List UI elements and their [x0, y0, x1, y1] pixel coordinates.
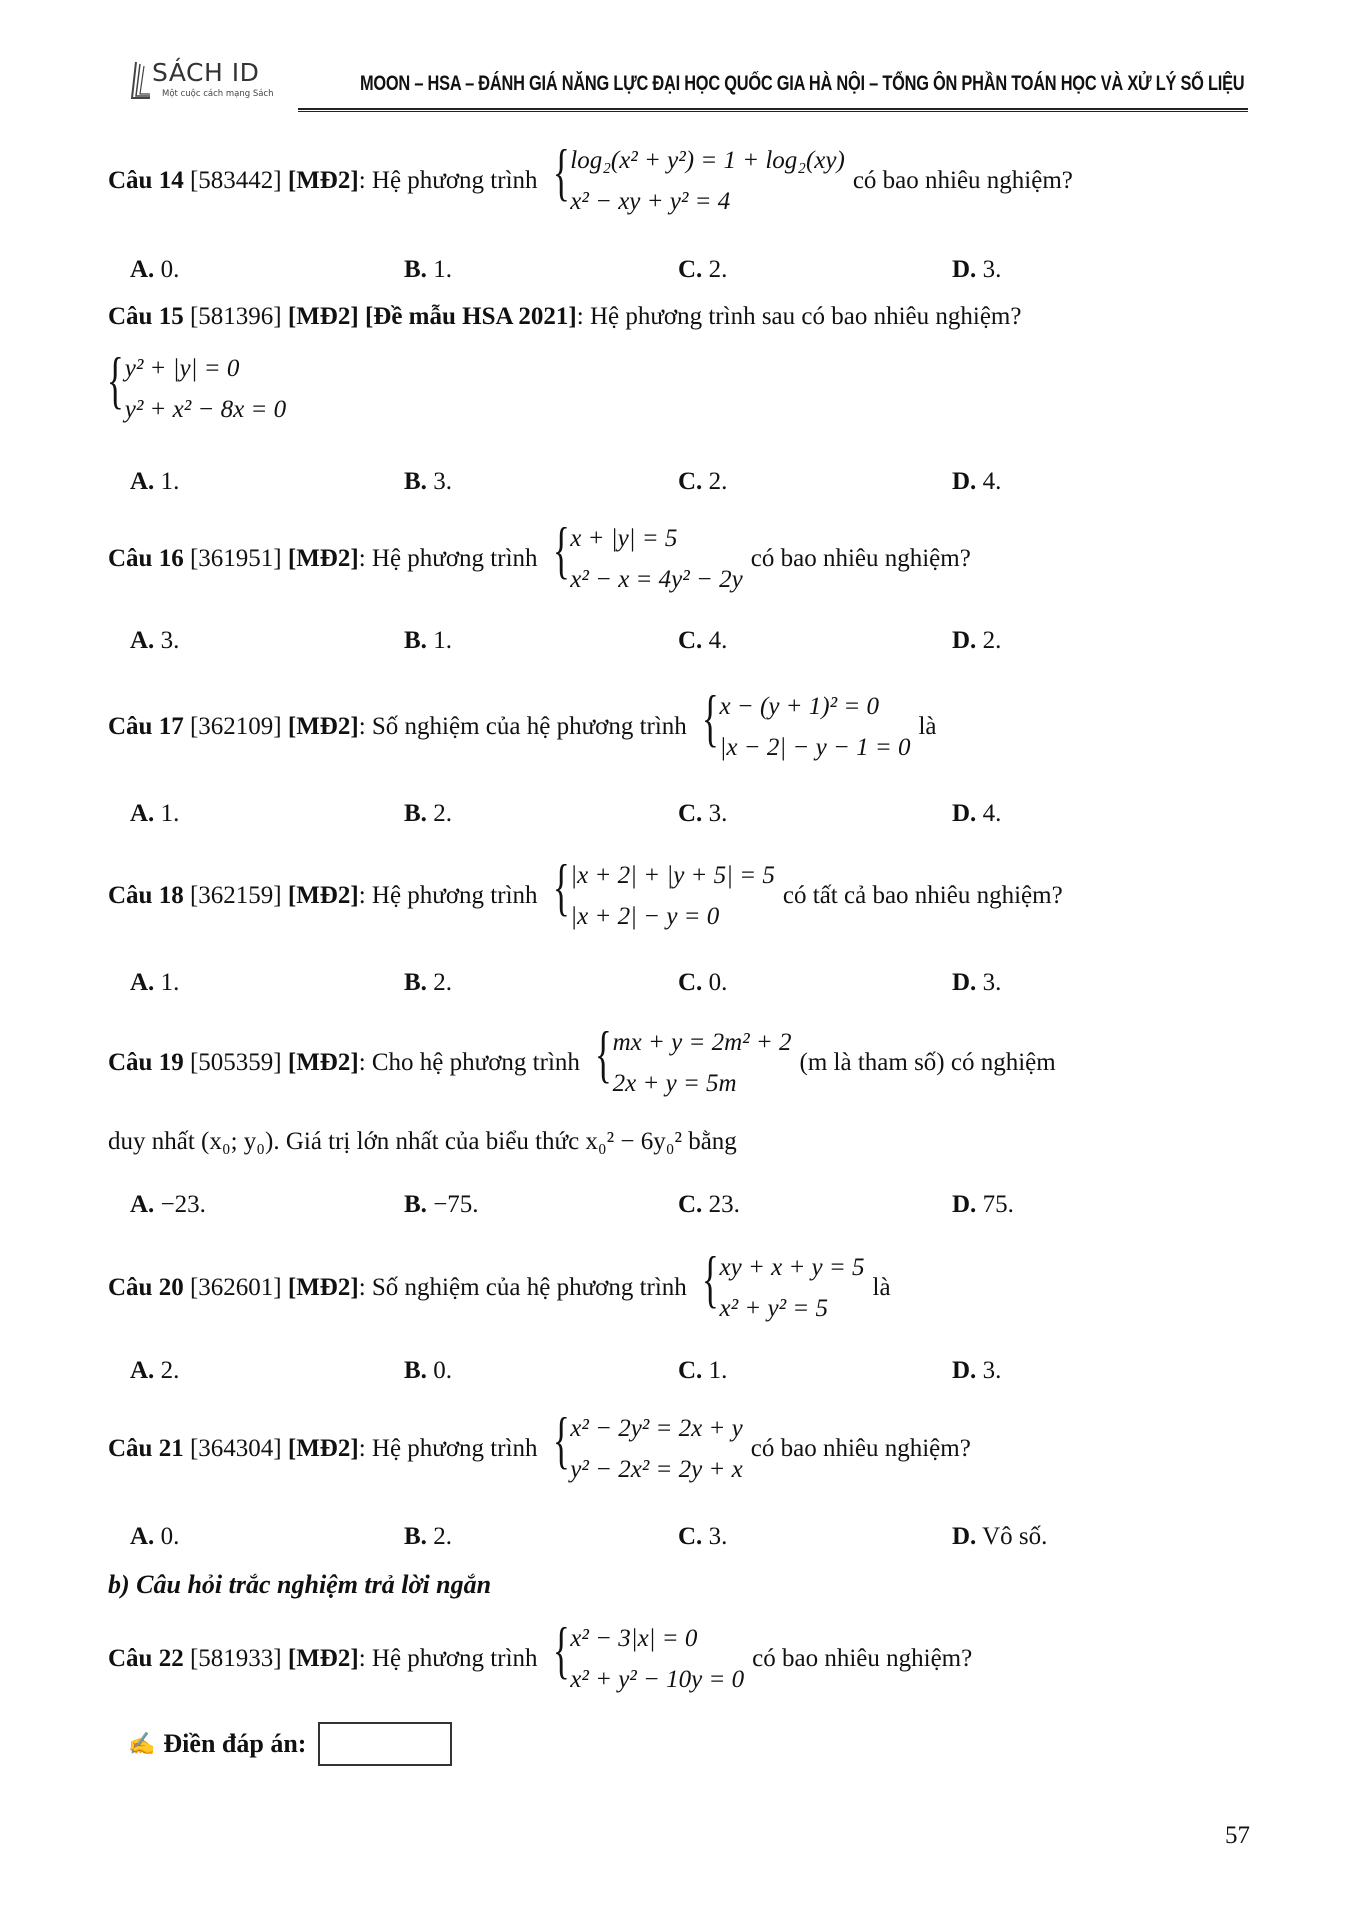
book-logo-icon: [130, 60, 152, 100]
option-a: A. 2.: [130, 1357, 180, 1384]
question-19-continuation: duy nhất (x₀; y₀). Giá trị lớn nhất của biểu thức x₀² − 6y₀² bằng: [108, 1128, 737, 1155]
question-suffix: là: [872, 1274, 891, 1302]
question-22: [108, 1614, 973, 1701]
option-d: D. 3.: [952, 969, 1002, 996]
option-b: B. 1.: [404, 627, 452, 654]
option-c: C. 4.: [678, 627, 728, 654]
question-suffix: có bao nhiêu nghiệm?: [852, 167, 1073, 195]
option-a: A. 1.: [130, 969, 180, 996]
equation: log₂(x² + y²) = 1 + log₂(xy): [570, 147, 845, 174]
question-18: [108, 851, 1063, 938]
option-b: B. 2.: [404, 1523, 452, 1550]
question-label: Câu 14: [108, 167, 184, 195]
option-d: D. 4.: [952, 468, 1002, 495]
question-suffix: có bao nhiêu nghiệm?: [750, 1435, 971, 1463]
question-id: [505359]: [189, 1049, 282, 1077]
question-label: Câu 18: [108, 882, 184, 910]
question-suffix: là: [918, 713, 937, 741]
option-b: B. 2.: [404, 969, 452, 996]
option-c: C. 3.: [678, 1523, 728, 1550]
answer-label: Điền đáp án:: [163, 1729, 307, 1758]
option-d: D. 2.: [952, 627, 1002, 654]
question-id: [362601]: [189, 1274, 282, 1302]
question-label: Câu 19: [108, 1049, 184, 1077]
question-level: [MĐ2]: [287, 1435, 359, 1463]
option-c: C. 0.: [678, 969, 728, 996]
question-id: [581933]: [189, 1645, 282, 1673]
equation: y² + x² − 8x = 0: [124, 396, 287, 424]
question-suffix: (m là tham số) có nghiệm: [799, 1049, 1056, 1077]
question-level: [MĐ2]: [287, 303, 359, 330]
left-brace-icon: {: [106, 344, 124, 415]
question-21: [108, 1404, 971, 1491]
left-brace-icon: {: [552, 1404, 570, 1475]
question-15: [108, 303, 1021, 331]
logo-title: SÁCH ID: [152, 58, 260, 87]
equation: x + |y| = 5: [570, 525, 678, 552]
equation: mx + y = 2m² + 2: [612, 1029, 792, 1056]
equation-system: [695, 1243, 865, 1330]
left-brace-icon: {: [701, 1243, 719, 1314]
question-prefix: : Cho hệ phương trình: [358, 1049, 580, 1077]
option-c: C. 23.: [678, 1191, 740, 1218]
question-id: [361951]: [189, 545, 282, 573]
question-level: [MĐ2]: [287, 1274, 359, 1302]
logo: [128, 58, 298, 110]
equation-system: [546, 136, 845, 223]
option-a: A. 0.: [130, 1523, 180, 1550]
equation: |x + 2| + |y + 5| = 5: [570, 862, 775, 889]
question-source: [Đề mẫu HSA 2021]: [364, 303, 577, 330]
question-prefix: : Số nghiệm của hệ phương trình: [358, 1274, 687, 1302]
logo-tagline: Một cuộc cách mạng Sách: [162, 89, 274, 99]
question-14: [108, 136, 1073, 223]
option-b: B. 3.: [404, 468, 452, 495]
question-label: Câu 15: [108, 303, 184, 330]
option-b: B. 0.: [404, 1357, 452, 1384]
equation: y² − 2x² = 2y + x: [570, 1456, 743, 1484]
equation: |x − 2| − y − 1 = 0: [719, 734, 911, 762]
question-suffix: có bao nhiêu nghiệm?: [752, 1645, 973, 1673]
option-a: A. 3.: [130, 627, 180, 654]
section-heading: b) Câu hỏi trắc nghiệm trả lời ngắn: [108, 1570, 492, 1599]
equation: y² + |y| = 0: [124, 355, 240, 382]
question-prefix: : Hệ phương trình: [358, 1645, 538, 1673]
equation-system: [588, 1018, 792, 1105]
equation-system: [546, 514, 743, 601]
question-suffix: có bao nhiêu nghiệm?: [750, 545, 971, 573]
option-a: A. −23.: [130, 1191, 206, 1218]
equation: xy + x + y = 5: [719, 1254, 865, 1281]
question-label: Câu 16: [108, 545, 184, 573]
question-level: [MĐ2]: [287, 545, 359, 573]
header-title: MOON – HSA – ĐÁNH GIÁ NĂNG LỰC ĐẠI HỌC QUỐC GIA HÀ NỘI – TỔNG ÔN PHẦN TOÁN HỌC VÀ XỬ LÝ SỐ LIỆU: [360, 72, 1245, 95]
equation-system-15: [100, 344, 294, 431]
left-brace-icon: {: [552, 514, 570, 585]
question-prefix: : Số nghiệm của hệ phương trình: [358, 713, 687, 741]
option-c: C. 3.: [678, 800, 728, 827]
equation: x² − 3|x| = 0: [570, 1625, 698, 1652]
question-suffix: có tất cả bao nhiêu nghiệm?: [782, 882, 1063, 910]
equation: x² − x = 4y² − 2y: [570, 566, 743, 594]
question-17: [108, 682, 937, 769]
question-label: Câu 22: [108, 1645, 184, 1673]
question-prefix: : Hệ phương trình sau có bao nhiêu nghiệm?: [576, 303, 1022, 330]
page-number: 57: [1225, 1822, 1250, 1849]
question-level: [MĐ2]: [287, 167, 359, 195]
question-prefix: : Hệ phương trình: [358, 545, 538, 573]
equation: x² + y² − 10y = 0: [570, 1666, 745, 1694]
question-label: Câu 20: [108, 1274, 184, 1302]
option-d: D. 3.: [952, 256, 1002, 283]
question-label: Câu 21: [108, 1435, 184, 1463]
left-brace-icon: {: [552, 136, 570, 207]
equation-system: [695, 682, 911, 769]
question-19: [108, 1018, 1056, 1105]
option-b: B. 1.: [404, 256, 452, 283]
header-divider: [298, 108, 1248, 112]
question-16: [108, 514, 971, 601]
option-b: B. 2.: [404, 800, 452, 827]
left-brace-icon: {: [701, 682, 719, 753]
equation-system: [546, 1404, 743, 1491]
question-id: [581396]: [189, 303, 282, 330]
equation: x² − 2y² = 2x + y: [570, 1415, 743, 1442]
equation-system: [546, 1614, 745, 1701]
answer-input-box[interactable]: [318, 1722, 452, 1766]
question-prefix: : Hệ phương trình: [358, 167, 538, 195]
option-c: C. 2.: [678, 256, 728, 283]
question-id: [583442]: [189, 167, 282, 195]
option-a: A. 1.: [130, 800, 180, 827]
equation: x − (y + 1)² = 0: [719, 693, 879, 720]
question-label: Câu 17: [108, 713, 184, 741]
option-d: D. 75.: [952, 1191, 1014, 1218]
option-d: D. 4.: [952, 800, 1002, 827]
question-level: [MĐ2]: [287, 1049, 359, 1077]
question-level: [MĐ2]: [287, 1645, 359, 1673]
question-level: [MĐ2]: [287, 882, 359, 910]
left-brace-icon: {: [552, 1614, 570, 1685]
question-id: [362109]: [189, 713, 282, 741]
answer-row: [128, 1722, 452, 1766]
option-a: A. 0.: [130, 256, 180, 283]
equation: x² − xy + y² = 4: [570, 188, 731, 216]
equation: x² + y² = 5: [719, 1295, 828, 1323]
equation: |x + 2| − y = 0: [570, 903, 720, 931]
left-brace-icon: {: [552, 851, 570, 922]
question-id: [364304]: [189, 1435, 282, 1463]
option-d: D. Vô số.: [952, 1523, 1048, 1550]
equation: 2x + y = 5m: [612, 1070, 737, 1098]
option-b: B. −75.: [404, 1191, 479, 1218]
left-brace-icon: {: [594, 1018, 612, 1089]
writing-hand-icon: ✍: [128, 1731, 156, 1756]
option-d: D. 3.: [952, 1357, 1002, 1384]
page-header: [128, 58, 1248, 114]
option-c: C. 2.: [678, 468, 728, 495]
question-id: [362159]: [189, 882, 282, 910]
question-20: [108, 1243, 891, 1330]
option-a: A. 1.: [130, 468, 180, 495]
equation-system: [546, 851, 775, 938]
question-level: [MĐ2]: [287, 713, 359, 741]
question-prefix: : Hệ phương trình: [358, 882, 538, 910]
question-prefix: : Hệ phương trình: [358, 1435, 538, 1463]
option-c: C. 1.: [678, 1357, 728, 1384]
